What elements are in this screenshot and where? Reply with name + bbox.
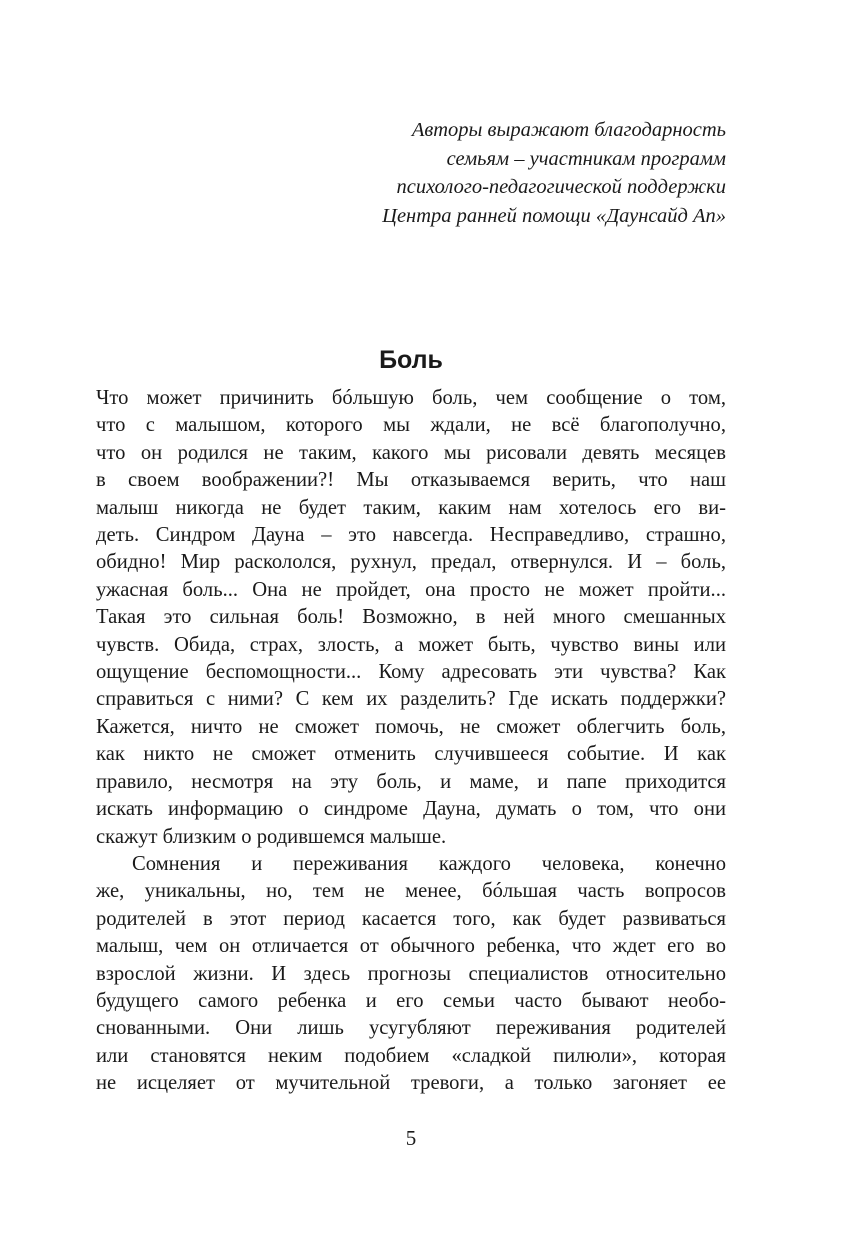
dedication-line: семьям – участникам программ <box>446 147 726 170</box>
text-line: будущего самого ребенка и его семьи часто бывают необо- <box>96 989 726 1012</box>
text-line: в своем воображении?! Мы отказываемся верить, что наш <box>96 469 726 492</box>
text-line: малыш никогда не будет таким, каким нам хотелось его ви- <box>96 496 726 519</box>
text-line: правило, несмотря на эту боль, и маме, и папе приходится <box>96 770 726 793</box>
text-line: снованными. Они лишь усугубляют переживания родителей <box>96 1017 726 1040</box>
dedication <box>166 116 726 230</box>
text-line: взрослой жизни. И здесь прогнозы специалистов относительно <box>96 962 726 985</box>
text-line: не исцеляет от мучительной тревоги, а только загоняет ее <box>96 1072 726 1095</box>
text-line: ощущение беспомощности... Кому адресовать эти чувства? Как <box>96 661 726 684</box>
text-line: ужасная боль... Она не пройдет, она просто не может пройти... <box>96 578 726 601</box>
text-line: Что может причинить бóльшую боль, чем сообщение о том, <box>96 387 726 409</box>
text-line: Кажется, ничто не сможет помочь, не сможет облегчить боль, <box>96 715 726 738</box>
text-line: Такая это сильная боль! Возможно, в ней много смешанных <box>96 606 726 629</box>
text-line: родителей в этот период касается того, как будет развиваться <box>96 907 726 930</box>
section-title: Боль <box>379 346 443 374</box>
text-line: обидно! Мир раскололся, рухнул, предал, отвернулся. И – боль, <box>96 551 726 574</box>
text-line: справиться с ними? С кем их разделить? Где искать поддержки? <box>96 688 726 711</box>
text-line: как никто не сможет отменить случившееся событие. И как <box>96 743 726 766</box>
text-line: малыш, чем он отличается от обычного ребенка, что ждет его во <box>96 935 726 958</box>
text-line: Сомнения и переживания каждого человека, конечно <box>132 852 726 875</box>
text-line: чувств. Обида, страх, злость, а может быть, чувство вины или <box>96 633 726 656</box>
text-line: искать информацию о синдроме Дауна, думать о том, что они <box>96 798 726 821</box>
dedication-line: Авторы выражают благодарность <box>411 119 726 141</box>
text-line: что с малышом, которого мы ждали, не всё благополучно, <box>96 414 726 437</box>
body-text <box>96 385 726 1098</box>
text-line: скажут близким о родившемся малыше. <box>96 825 447 848</box>
text-line: или становятся неким подобием «сладкой пилюли», которая <box>96 1044 726 1067</box>
page-number: 5 <box>405 1126 417 1150</box>
text-line: же, уникальны, но, тем не менее, бóльшая часть вопросов <box>96 880 726 903</box>
paragraph <box>96 385 726 851</box>
text-line: что он родился не таким, какого мы рисовали девять месяцев <box>96 441 726 464</box>
text-line: деть. Синдром Дауна – это навсегда. Несправедливо, страшно, <box>96 524 726 547</box>
dedication-line: Центра ранней помощи «Даунсайд Ап» <box>382 204 726 227</box>
dedication-line: психолого-педагогической поддержки <box>396 176 726 198</box>
paragraph <box>96 851 726 1098</box>
